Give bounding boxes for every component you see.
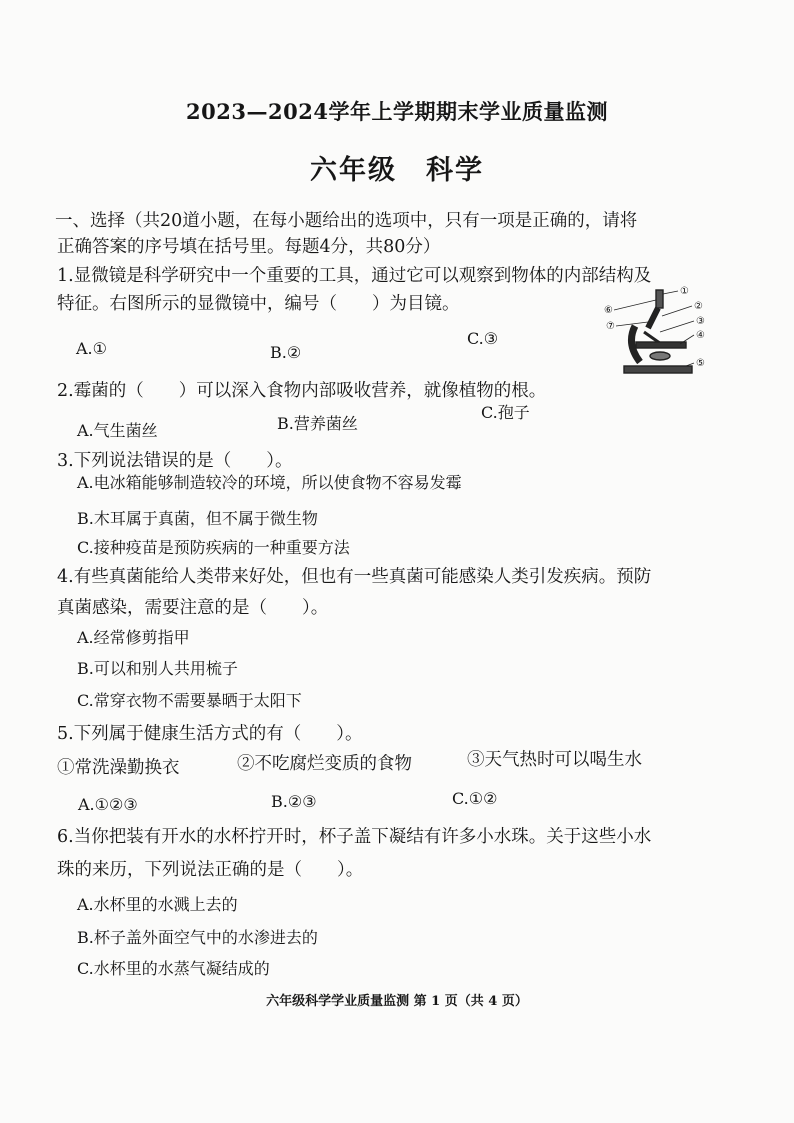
question-5-item-2: ②不吃腐烂变质的食物 bbox=[237, 754, 412, 774]
microscope-figure bbox=[600, 282, 720, 382]
question-5-item-1: ①常洗澡勤换衣 bbox=[57, 758, 180, 778]
figure-label-6: ⑥ bbox=[604, 305, 613, 316]
question-5-option-c: C.①② bbox=[452, 789, 498, 808]
question-5-option-a: A.①②③ bbox=[78, 795, 138, 814]
figure-label-7: ⑦ bbox=[606, 321, 615, 332]
question-4-option-b: B.可以和别人共用梳子 bbox=[77, 659, 238, 678]
figure-label-5: ⑤ bbox=[696, 358, 705, 369]
question-5-stem: 5.下列属于健康生活方式的有（ ）。 bbox=[57, 724, 363, 744]
question-2-option-a: A.气生菌丝 bbox=[77, 421, 158, 440]
figure-label-1: ① bbox=[680, 286, 689, 297]
question-6-option-a: A.水杯里的水溅上去的 bbox=[77, 895, 238, 914]
question-4-option-c: C.常穿衣物不需要暴晒于太阳下 bbox=[77, 691, 302, 710]
question-1-stem-line-1: 1.显微镜是科学研究中一个重要的工具，通过它可以观察到物体的内部结构及 bbox=[57, 266, 652, 286]
question-6-option-c: C.水杯里的水蒸气凝结成的 bbox=[77, 959, 270, 978]
figure-label-2: ② bbox=[694, 301, 703, 312]
question-3-option-a: A.电冰箱能够制造较冷的环境，所以使食物不容易发霉 bbox=[77, 473, 462, 492]
figure-label-4: ④ bbox=[696, 330, 705, 341]
question-6-option-b: B.杯子盖外面空气中的水渗进去的 bbox=[77, 928, 318, 947]
question-4-stem-line-2: 真菌感染，需要注意的是（ ）。 bbox=[57, 598, 329, 618]
page-title: 2023—2024学年上学期期末学业质量监测 bbox=[186, 99, 608, 124]
question-4-option-a: A.经常修剪指甲 bbox=[77, 628, 190, 647]
page-footer: 六年级科学学业质量监测 第 1 页（共 4 页） bbox=[266, 994, 528, 1009]
question-1-option-a: A.① bbox=[76, 339, 107, 358]
microscope-icon bbox=[624, 290, 692, 373]
question-2-option-c: C.孢子 bbox=[481, 403, 530, 422]
figure-label-3: ③ bbox=[696, 316, 705, 327]
section-intro-line-2: 正确答案的序号填在括号里。每题4分，共80分） bbox=[57, 237, 441, 257]
question-1-option-c: C.③ bbox=[467, 329, 499, 348]
question-6-stem-line-1: 6.当你把装有开水的水杯拧开时，杯子盖下凝结有许多小水珠。关于这些小水 bbox=[57, 827, 652, 847]
question-6-stem-line-2: 珠的来历，下列说法正确的是（ ）。 bbox=[57, 860, 364, 880]
question-5-option-b: B.②③ bbox=[271, 792, 317, 811]
question-4-stem-line-1: 4.有些真菌能给人类带来好处，但也有一些真菌可能感染人类引发疾病。预防 bbox=[57, 567, 652, 587]
question-3-option-b: B.木耳属于真菌，但不属于微生物 bbox=[77, 509, 318, 528]
question-1-stem-line-2: 特征。右图所示的显微镜中，编号（ ）为目镜。 bbox=[57, 294, 460, 314]
question-5-item-3: ③天气热时可以喝生水 bbox=[467, 750, 642, 770]
question-2-stem: 2.霉菌的（ ）可以深入食物内部吸收营养，就像植物的根。 bbox=[57, 381, 547, 401]
question-3-stem: 3.下列说法错误的是（ ）。 bbox=[57, 451, 293, 471]
question-2-option-b: B.营养菌丝 bbox=[277, 414, 358, 433]
question-1-option-b: B.② bbox=[270, 343, 302, 362]
section-intro-line-1: 一、选择（共20道小题，在每小题给出的选项中，只有一项是正确的，请将 bbox=[55, 211, 638, 231]
question-3-option-c: C.接种疫苗是预防疾病的一种重要方法 bbox=[77, 538, 350, 557]
page-subtitle: 六年级 科学 bbox=[310, 155, 484, 186]
